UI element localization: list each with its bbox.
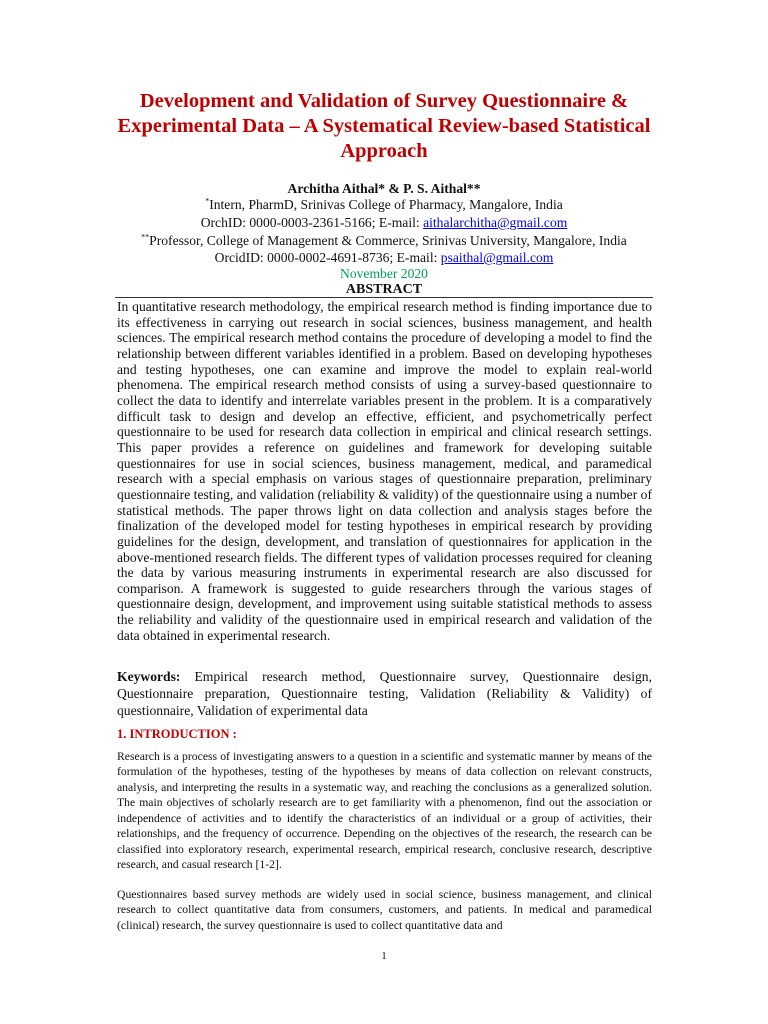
orcid-2-text: OrcidID: 0000-0002-4691-8736; E-mail: [214, 250, 441, 265]
affiliation-1 [80, 196, 688, 213]
affiliation-1-text: Intern, PharmD, Srinivas College of Pharmacy, Mangalore, India [209, 197, 563, 212]
intro-paragraph-2: Questionnaires based survey methods are widely used in social science, business management, and clinical research to collect quantitative data from consumers, customers, and patients. In medical and paramedical (clinical) research, the survey questionnaire is used to collect quantitative data and [117, 888, 652, 932]
affiliation-2 [80, 232, 688, 249]
keywords-text: Empirical research method, Questionnaire survey, Questionnaire design, Questionnaire preparation, Questionnaire testing, Validation (Reliability & Validity) of questionnaire, Validation of experimental data [117, 669, 652, 718]
intro-paragraph-1: Research is a process of investigating answers to a question in a scientific and systematic manner by means of the formulation of the hypotheses, testing of the hypotheses by means of data collection on relevant constructs, analysis, and interpreting the results in a systematic way, and reaching the conclusions as a generalized solution. The main objectives of scholarly research are to get familiarity with a phenomenon, find out the association or independence of activities and to identify the characteristics of an individual or a group of activities, their relationships, and the frequency of occurrence. Depending on the objectives of the research, the research can be classified into exploratory research, experimental research, empirical research, conclusive research, descriptive research, and casual research [1-2]. [117, 750, 652, 872]
author-list: Architha Aithal* & P. S. Aithal** [287, 181, 481, 196]
keywords-label: Keywords: [117, 669, 181, 684]
abstract-text: In quantitative research methodology, the empirical research method is finding importance due to its effectiveness in carrying out research in social sciences, business management, and health sciences. The empirical research method contains the procedure of developing a model to find the relationship between different variables identified in a problem. Based on developing hypotheses and testing hypotheses, one can examine and improve the model to explain real-world phenomena. The empirical research method consists of using a survey-based questionnaire to collect the data to identify and interrelate variables present in the problem. It is a comparatively difficult task to design and develop an effective, efficient, and psychometrically perfect questionnaire to be used for research data collection in empirical and clinical research settings. This paper provides a reference on guidelines and framework for developing suitable questionnaires for use in social sciences, business management, medical, and paramedical research with a special emphasis on various stages of questionnaire preparation, preliminary questionnaire testing, and validation (reliability & validity) of the questionnaire using a number of statistical methods. The paper throws light on data collection and analysis stages before the finalization of the developed model for testing hypotheses in empirical research by providing guidelines for the design, development, and translation of questionnaires for application in the above-mentioned research fields. The different types of validation processes required for cleaning the data by various measuring instruments in experimental research are also discussed for comparison. A framework is suggested to guide researchers through the various stages of questionnaire design, development, and improvement using suitable statistical methods to assess the reliability and validity of the questionnaire used in empirical research and validation of the data obtained in experimental research. [117, 299, 652, 643]
paper-title: Development and Validation of Survey Questionnaire & Experimental Data – A Systematical Review-based Statistical Approach [117, 90, 651, 162]
orcid-1-text: OrchID: 0000-0003-2361-5166; E-mail: [200, 215, 424, 230]
affiliation-2-mark: ** [141, 232, 150, 242]
affiliation-2-text: Professor, College of Management & Commerce, Srinivas University, Mangalore, India [149, 233, 627, 248]
email-link-1[interactable]: aithalarchitha@gmail.com [423, 215, 568, 230]
section-heading-introduction: 1. INTRODUCTION : [117, 727, 237, 741]
keywords [117, 668, 652, 719]
affiliation-1-mark: * [205, 196, 210, 206]
email-link-2[interactable]: psaithal@gmail.com [440, 250, 554, 265]
page-number: 1 [381, 950, 387, 962]
orcid-line-2 [80, 249, 688, 266]
abstract-heading: ABSTRACT [345, 282, 423, 297]
orcid-line-1 [80, 214, 688, 231]
abstract-divider [115, 297, 653, 298]
publication-date: November 2020 [340, 266, 428, 281]
